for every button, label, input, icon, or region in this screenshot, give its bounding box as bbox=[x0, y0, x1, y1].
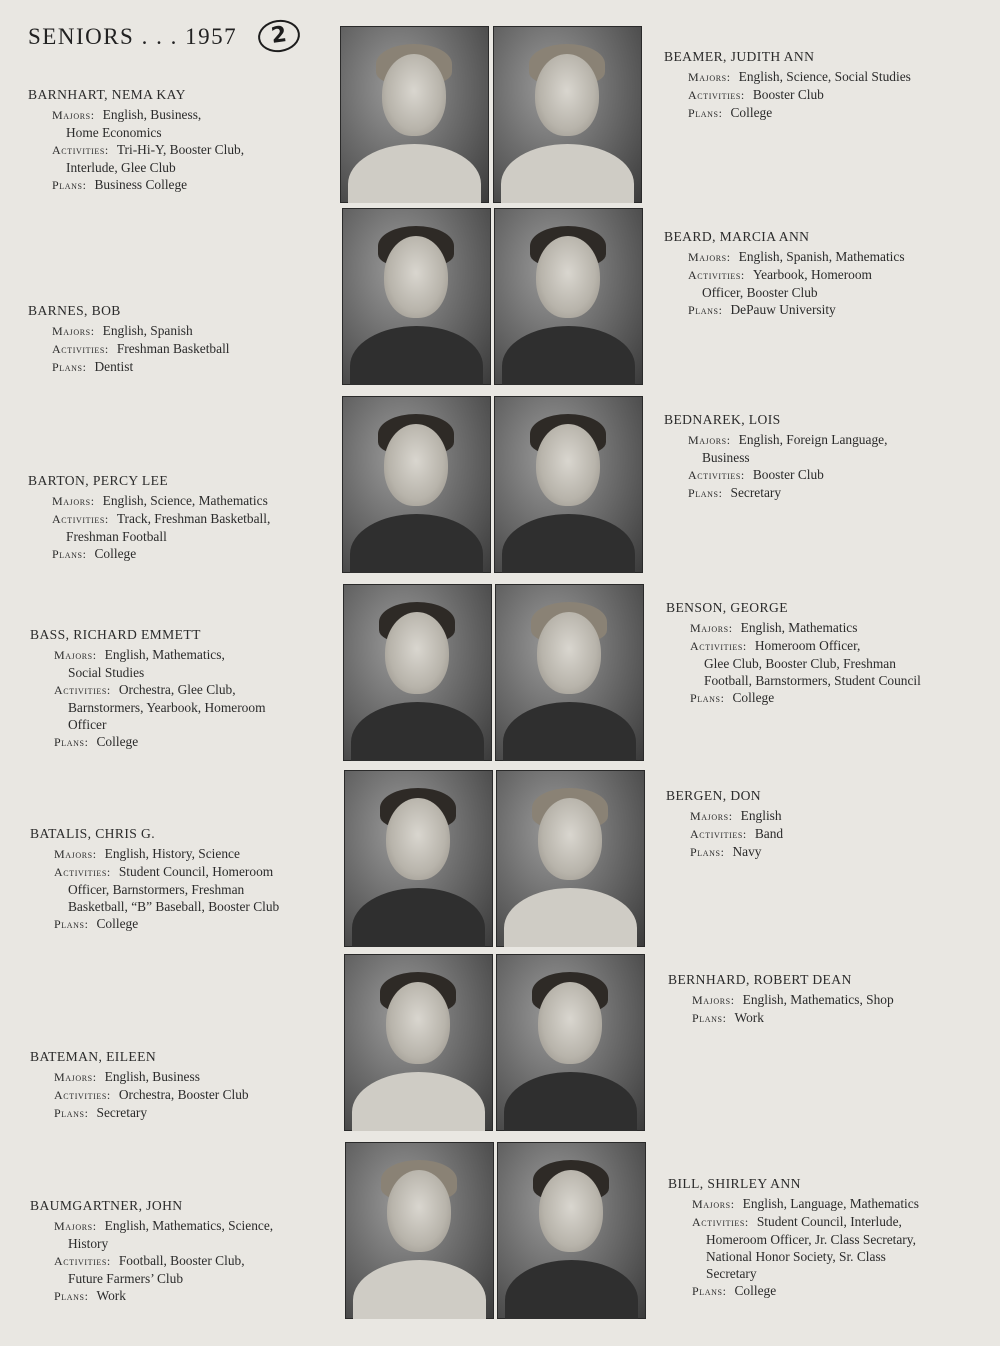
majors-field bbox=[30, 845, 330, 863]
student-entry bbox=[30, 1048, 330, 1122]
student-name: BAUMGARTNER, JOHN bbox=[30, 1198, 183, 1213]
plans-field-value: College bbox=[734, 1283, 777, 1298]
portrait-photo bbox=[340, 26, 489, 203]
page-title: SENIORS . . . 1957 bbox=[28, 24, 238, 49]
plans-field bbox=[30, 733, 330, 751]
plans-field-value: Business College bbox=[94, 177, 188, 192]
activities-field-value: Freshman Football bbox=[66, 529, 167, 544]
majors-field-value: Home Economics bbox=[66, 125, 162, 140]
activities-field-value: Officer, Booster Club bbox=[702, 285, 818, 300]
majors-field-value: English, Language, Mathematics bbox=[742, 1196, 919, 1211]
plans-field-value: College bbox=[96, 916, 139, 931]
activities-field-label: Activities: bbox=[54, 683, 111, 697]
majors-field-value: English, Spanish, Mathematics bbox=[738, 249, 905, 264]
portrait-photo bbox=[342, 208, 491, 385]
plans-field-value: Work bbox=[96, 1288, 126, 1303]
majors-field-value: History bbox=[68, 1236, 109, 1251]
majors-field-value: English, Business, bbox=[102, 107, 202, 122]
plans-field-value: College bbox=[730, 105, 773, 120]
portrait-photo bbox=[494, 208, 643, 385]
majors-field bbox=[668, 991, 988, 1009]
student-entry bbox=[30, 1197, 330, 1305]
majors-field-label: Majors: bbox=[688, 433, 731, 447]
plans-field-value: Navy bbox=[732, 844, 762, 859]
activities-field-label: Activities: bbox=[54, 865, 111, 879]
portrait-photo bbox=[496, 770, 645, 947]
portrait-photo bbox=[344, 770, 493, 947]
plans-field-label: Plans: bbox=[54, 1289, 89, 1303]
majors-field bbox=[28, 322, 328, 340]
student-entry bbox=[28, 472, 328, 563]
portrait-photo bbox=[343, 584, 492, 761]
activities-field bbox=[664, 266, 984, 301]
activities-field-value: Officer bbox=[68, 717, 107, 732]
activities-field-label: Activities: bbox=[690, 639, 747, 653]
plans-field-label: Plans: bbox=[688, 486, 723, 500]
activities-field-label: Activities: bbox=[54, 1088, 111, 1102]
portrait-photo bbox=[493, 26, 642, 203]
activities-field-value: Interlude, Glee Club bbox=[66, 160, 176, 175]
majors-field-value: Social Studies bbox=[68, 665, 145, 680]
portrait-photo bbox=[345, 1142, 494, 1319]
student-name: BEDNAREK, LOIS bbox=[664, 412, 781, 427]
activities-field bbox=[30, 863, 330, 915]
activities-field-label: Activities: bbox=[52, 512, 109, 526]
plans-field-value: DePauw University bbox=[730, 302, 836, 317]
plans-field bbox=[30, 915, 330, 933]
majors-field bbox=[664, 68, 984, 86]
majors-field-value: English, Spanish bbox=[102, 323, 193, 338]
activities-field-label: Activities: bbox=[688, 468, 745, 482]
majors-field-value: English, Mathematics bbox=[740, 620, 858, 635]
student-entry bbox=[668, 971, 988, 1027]
activities-field bbox=[668, 1213, 988, 1282]
activities-field-value: Freshman Basketball bbox=[116, 341, 230, 356]
plans-field-label: Plans: bbox=[690, 691, 725, 705]
majors-field-label: Majors: bbox=[692, 1197, 735, 1211]
plans-field-label: Plans: bbox=[688, 106, 723, 120]
majors-field bbox=[668, 1195, 988, 1213]
portrait-photo bbox=[497, 1142, 646, 1319]
majors-field-label: Majors: bbox=[52, 494, 95, 508]
activities-field-value: Student Council, Interlude, bbox=[756, 1214, 902, 1229]
activities-field bbox=[28, 141, 328, 176]
majors-field-label: Majors: bbox=[690, 621, 733, 635]
activities-field-value: Barnstormers, Yearbook, Homeroom bbox=[68, 700, 266, 715]
majors-field-label: Majors: bbox=[54, 1070, 97, 1084]
activities-field-value: Orchestra, Glee Club, bbox=[118, 682, 236, 697]
activities-field bbox=[664, 86, 984, 104]
plans-field-label: Plans: bbox=[54, 917, 89, 931]
plans-field-value: Secretary bbox=[96, 1105, 148, 1120]
portrait-photo bbox=[494, 396, 643, 573]
plans-field bbox=[664, 104, 984, 122]
plans-field-value: Secretary bbox=[730, 485, 782, 500]
majors-field bbox=[30, 646, 330, 681]
majors-field-value: English, Mathematics, Science, bbox=[104, 1218, 274, 1233]
activities-field-value: Homeroom Officer, Jr. Class Secretary, bbox=[706, 1232, 916, 1247]
activities-field-label: Activities: bbox=[688, 268, 745, 282]
student-entry bbox=[664, 411, 984, 502]
activities-field-value: Secretary bbox=[706, 1266, 757, 1281]
activities-field-value: National Honor Society, Sr. Class bbox=[706, 1249, 886, 1264]
student-entry bbox=[666, 599, 986, 707]
activities-field bbox=[664, 466, 984, 484]
majors-field-value: English, Foreign Language, bbox=[738, 432, 888, 447]
plans-field-label: Plans: bbox=[52, 360, 87, 374]
activities-field-label: Activities: bbox=[54, 1254, 111, 1268]
activities-field-value: Basketball, “B” Baseball, Booster Club bbox=[68, 899, 280, 914]
majors-field-label: Majors: bbox=[52, 108, 95, 122]
majors-field bbox=[30, 1217, 330, 1252]
majors-field bbox=[666, 619, 986, 637]
plans-field-label: Plans: bbox=[52, 178, 87, 192]
plans-field-value: Work bbox=[734, 1010, 764, 1025]
plans-field bbox=[668, 1009, 988, 1027]
handwritten-page-number: 2 bbox=[256, 17, 302, 55]
majors-field-value: English, Mathematics, bbox=[104, 647, 225, 662]
majors-field bbox=[30, 1068, 330, 1086]
activities-field-value: Orchestra, Booster Club bbox=[118, 1087, 249, 1102]
activities-field-value: Football, Booster Club, bbox=[118, 1253, 245, 1268]
majors-field bbox=[664, 248, 984, 266]
plans-field bbox=[666, 843, 986, 861]
activities-field-label: Activities: bbox=[692, 1215, 749, 1229]
plans-field bbox=[28, 358, 328, 376]
portrait-photo bbox=[495, 584, 644, 761]
majors-field-label: Majors: bbox=[690, 809, 733, 823]
student-entry bbox=[28, 86, 328, 194]
majors-field-value: English bbox=[740, 808, 782, 823]
portrait-photo bbox=[342, 396, 491, 573]
plans-field-label: Plans: bbox=[692, 1284, 727, 1298]
majors-field-value: English, Mathematics, Shop bbox=[742, 992, 894, 1007]
majors-field-label: Majors: bbox=[692, 993, 735, 1007]
plans-field-value: Dentist bbox=[94, 359, 134, 374]
activities-field-value: Booster Club bbox=[752, 87, 824, 102]
portrait-photo bbox=[344, 954, 493, 1131]
student-entry bbox=[30, 825, 330, 933]
plans-field bbox=[30, 1104, 330, 1122]
plans-field bbox=[664, 484, 984, 502]
majors-field-value: Business bbox=[702, 450, 750, 465]
student-name: BILL, SHIRLEY ANN bbox=[668, 1176, 801, 1191]
student-name: BENSON, GEORGE bbox=[666, 600, 788, 615]
plans-field-value: College bbox=[94, 546, 137, 561]
majors-field bbox=[28, 492, 328, 510]
activities-field bbox=[666, 825, 986, 843]
activities-field bbox=[30, 681, 330, 733]
plans-field-value: College bbox=[732, 690, 775, 705]
portrait-photo bbox=[496, 954, 645, 1131]
activities-field-label: Activities: bbox=[52, 342, 109, 356]
student-entry bbox=[668, 1175, 988, 1300]
activities-field-value: Homeroom Officer, bbox=[754, 638, 861, 653]
majors-field-label: Majors: bbox=[54, 648, 97, 662]
plans-field bbox=[668, 1282, 988, 1300]
student-entry bbox=[28, 302, 328, 376]
student-name: BATEMAN, EILEEN bbox=[30, 1049, 157, 1064]
student-entry bbox=[664, 228, 984, 319]
plans-field-value: College bbox=[96, 734, 139, 749]
plans-field bbox=[28, 545, 328, 563]
plans-field bbox=[664, 301, 984, 319]
activities-field bbox=[28, 340, 328, 358]
activities-field bbox=[30, 1252, 330, 1287]
student-entry bbox=[666, 787, 986, 861]
activities-field-value: Tri-Hi-Y, Booster Club, bbox=[116, 142, 245, 157]
majors-field-label: Majors: bbox=[688, 70, 731, 84]
activities-field bbox=[28, 510, 328, 545]
majors-field-label: Majors: bbox=[52, 324, 95, 338]
student-name: BERGEN, DON bbox=[666, 788, 762, 803]
activities-field-label: Activities: bbox=[688, 88, 745, 102]
activities-field-value: Yearbook, Homeroom bbox=[752, 267, 872, 282]
activities-field-label: Activities: bbox=[52, 143, 109, 157]
student-name: BARTON, PERCY LEE bbox=[28, 473, 169, 488]
plans-field-label: Plans: bbox=[692, 1011, 727, 1025]
activities-field-value: Glee Club, Booster Club, Freshman bbox=[704, 656, 896, 671]
student-name: BATALIS, CHRIS G. bbox=[30, 826, 156, 841]
majors-field bbox=[664, 431, 984, 466]
student-name: BASS, RICHARD EMMETT bbox=[30, 627, 201, 642]
student-entry bbox=[30, 626, 330, 751]
plans-field bbox=[28, 176, 328, 194]
student-name: BERNHARD, ROBERT DEAN bbox=[668, 972, 852, 987]
activities-field-value: Future Farmers’ Club bbox=[68, 1271, 184, 1286]
activities-field-value: Booster Club bbox=[752, 467, 824, 482]
activities-field-value: Football, Barnstormers, Student Council bbox=[704, 673, 921, 688]
student-name: BEARD, MARCIA ANN bbox=[664, 229, 810, 244]
majors-field-label: Majors: bbox=[54, 1219, 97, 1233]
activities-field bbox=[30, 1086, 330, 1104]
majors-field-value: English, Science, Mathematics bbox=[102, 493, 268, 508]
student-entry bbox=[664, 48, 984, 122]
student-name: BARNES, BOB bbox=[28, 303, 121, 318]
activities-field-value: Band bbox=[754, 826, 784, 841]
plans-field-label: Plans: bbox=[690, 845, 725, 859]
plans-field-label: Plans: bbox=[52, 547, 87, 561]
majors-field-value: English, History, Science bbox=[104, 846, 240, 861]
activities-field-value: Track, Freshman Basketball, bbox=[116, 511, 271, 526]
majors-field bbox=[666, 807, 986, 825]
plans-field-label: Plans: bbox=[54, 1106, 89, 1120]
majors-field-value: English, Business bbox=[104, 1069, 200, 1084]
student-name: BEAMER, JUDITH ANN bbox=[664, 49, 815, 64]
activities-field bbox=[666, 637, 986, 689]
activities-field-value: Officer, Barnstormers, Freshman bbox=[68, 882, 245, 897]
majors-field-label: Majors: bbox=[54, 847, 97, 861]
plans-field-label: Plans: bbox=[54, 735, 89, 749]
student-name: BARNHART, NEMA KAY bbox=[28, 87, 186, 102]
activities-field-value: Student Council, Homeroom bbox=[118, 864, 274, 879]
plans-field-label: Plans: bbox=[688, 303, 723, 317]
plans-field bbox=[666, 689, 986, 707]
majors-field bbox=[28, 106, 328, 141]
majors-field-value: English, Science, Social Studies bbox=[738, 69, 911, 84]
plans-field bbox=[30, 1287, 330, 1305]
photo-column bbox=[340, 26, 646, 1326]
activities-field-label: Activities: bbox=[690, 827, 747, 841]
majors-field-label: Majors: bbox=[688, 250, 731, 264]
